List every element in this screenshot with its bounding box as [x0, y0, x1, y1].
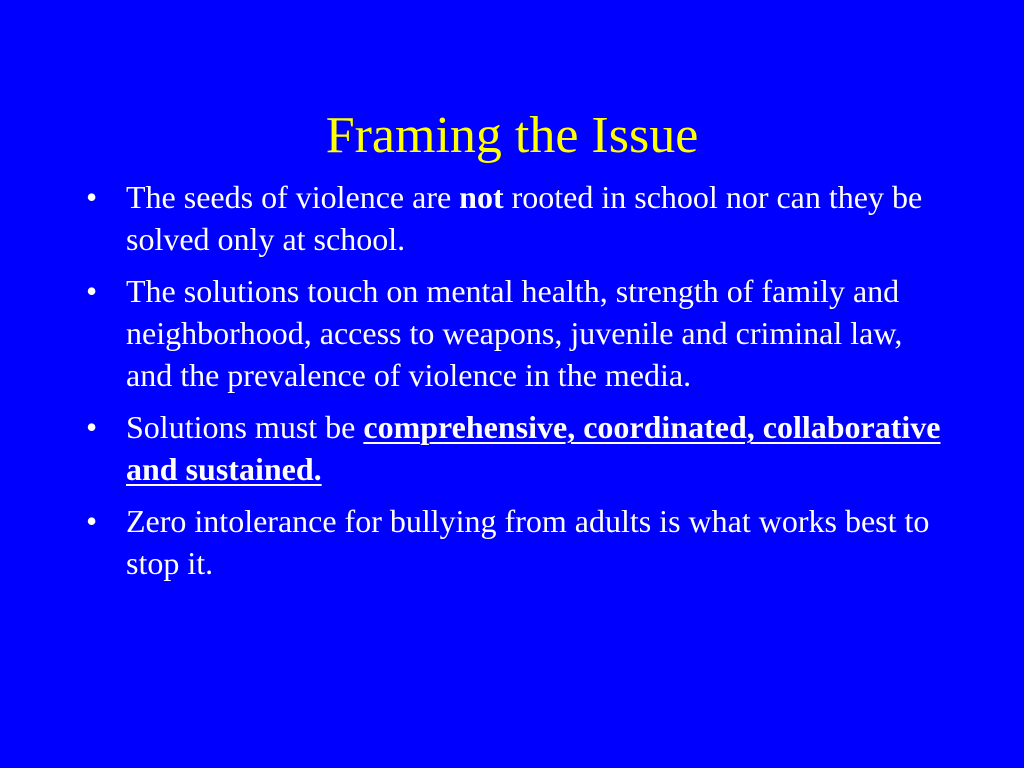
- bullet-text: rooted in school nor can they be solved only at school.: [126, 179, 923, 257]
- bullet-marker: •: [86, 179, 98, 215]
- bullet-text: The solutions touch on mental health, strength of family and neighborhood, access to weapons, juvenile and criminal law, and the prevalence of violence in the media.: [126, 273, 903, 393]
- bullet-marker: •: [86, 409, 98, 445]
- bullet-emphasis-text: comprehensive, coordinated, collaborative and sustained.: [126, 409, 941, 487]
- bullet-item-1: [86, 176, 946, 260]
- bullet-item-2: [86, 270, 946, 396]
- bullet-text: Solutions must be: [126, 409, 364, 445]
- bullet-marker: •: [86, 503, 98, 539]
- bullet-text: The seeds of violence are: [126, 179, 460, 215]
- bullet-item-4: [86, 500, 946, 584]
- bullet-marker: •: [86, 273, 98, 309]
- bullet-item-3: [86, 406, 946, 490]
- bullet-list: [86, 176, 946, 594]
- bullet-bold-text: not: [459, 179, 504, 215]
- bullet-text: Zero intolerance for bullying from adults is what works best to stop it.: [126, 503, 930, 581]
- slide-title: Framing the Issue: [325, 107, 699, 164]
